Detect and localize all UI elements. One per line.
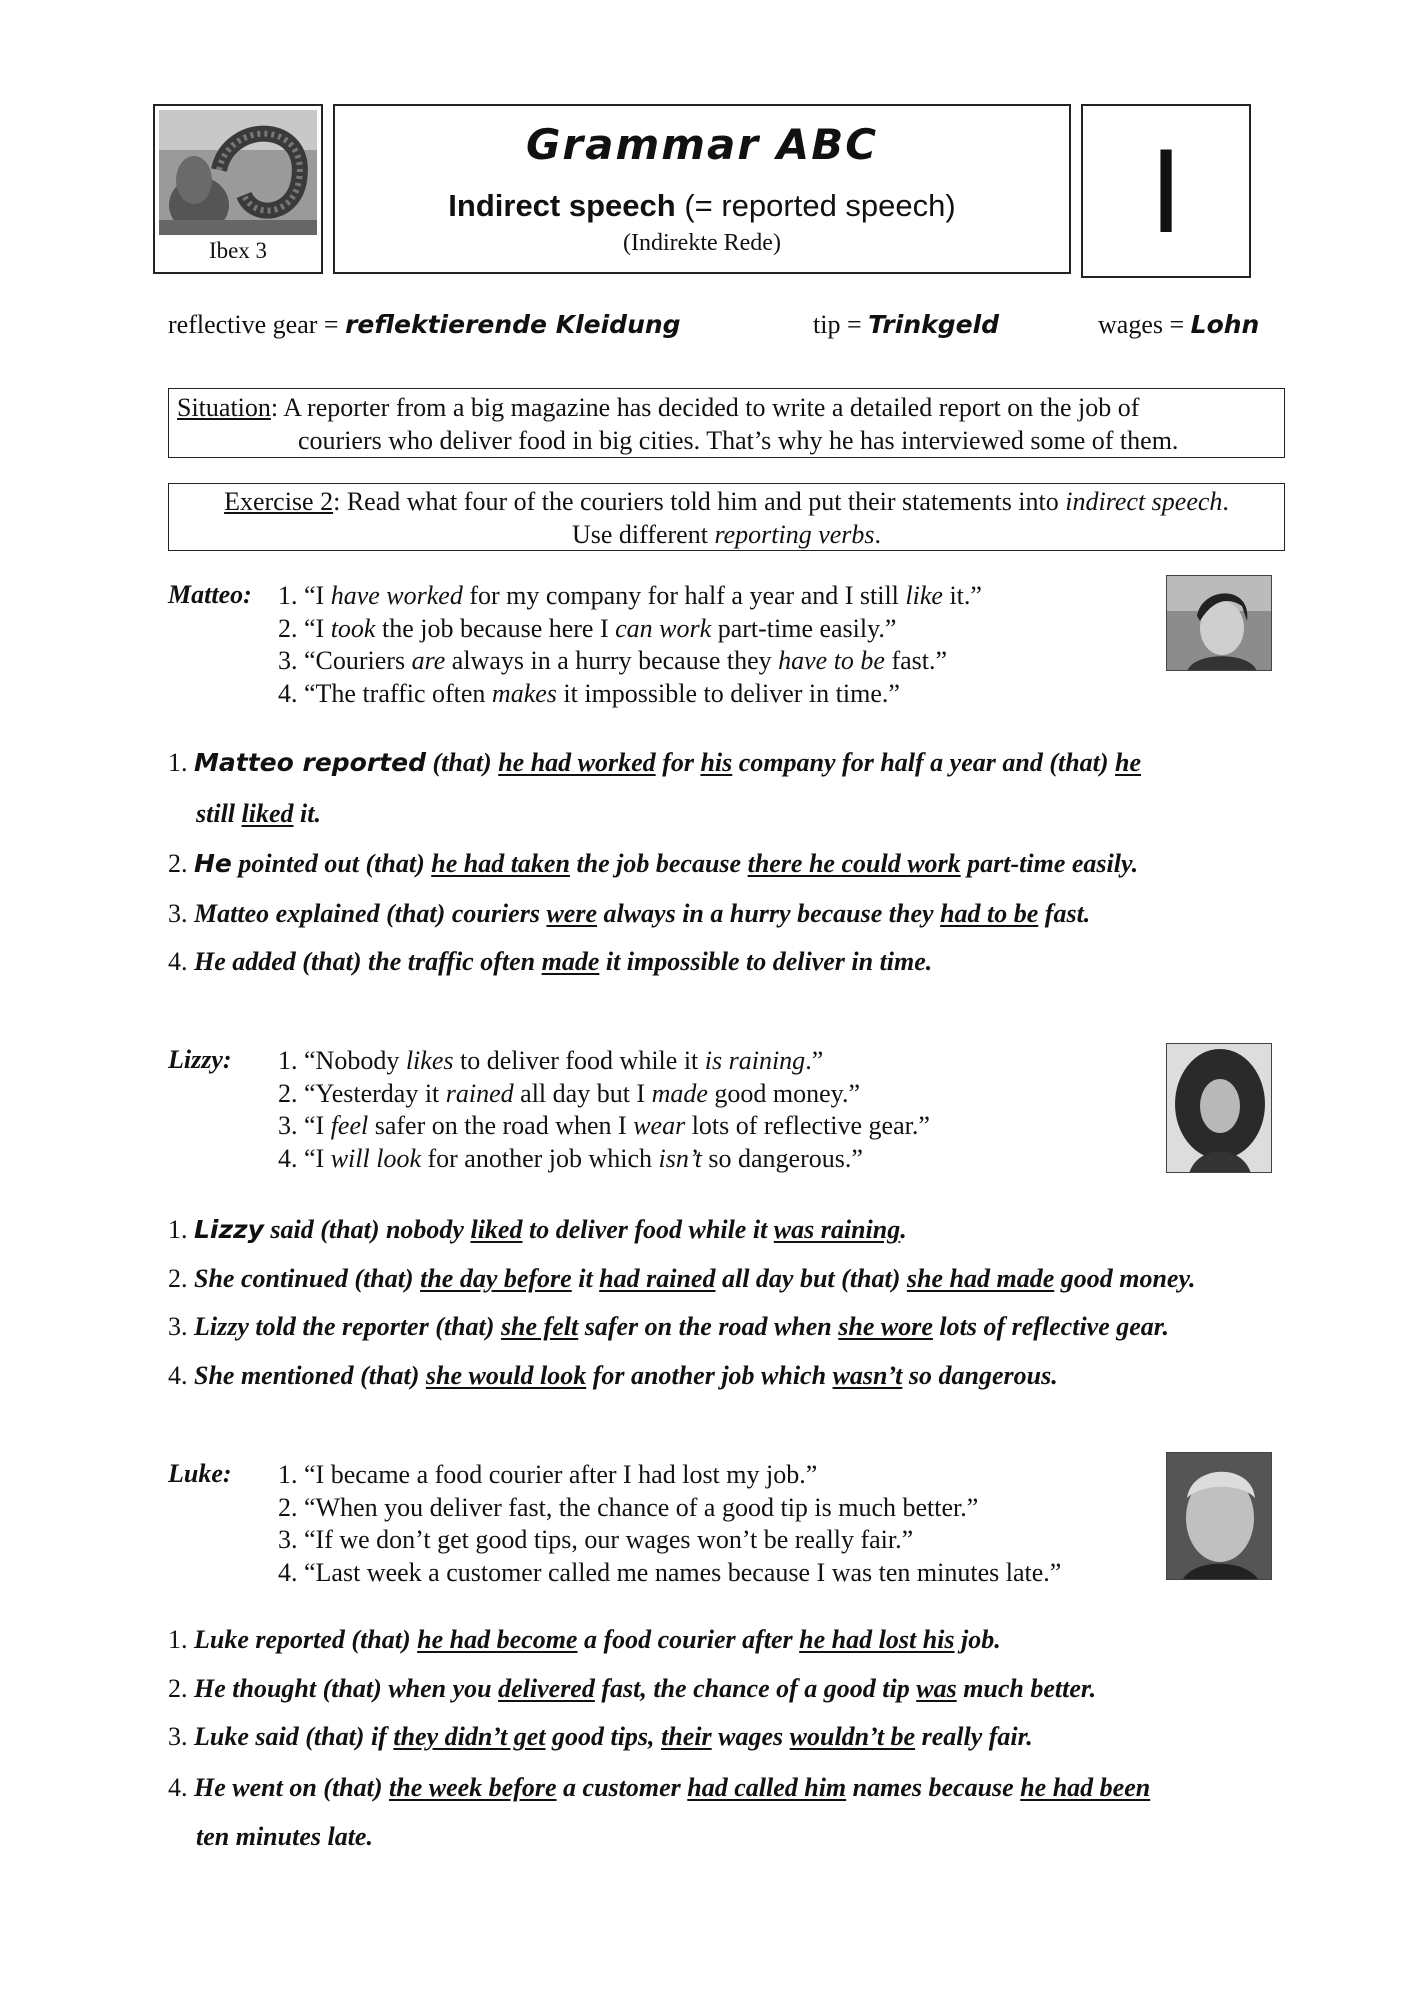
- quote-line: 1. “I became a food courier after I had lost my job.”: [278, 1460, 818, 1489]
- page-subtitle: Indirect speech (= reported speech): [448, 188, 956, 223]
- quotes-luke: [278, 1459, 1061, 1589]
- answer-lizzy-4: 4. She mentioned (that) she would look for another job which wasn’t so dangerous.: [168, 1361, 1058, 1390]
- quotes-lizzy: [278, 1045, 930, 1175]
- answer-matteo-4: 4. He added (that) the traffic often made it impossible to deliver in time.: [168, 947, 933, 976]
- photo-luke: [1166, 1452, 1272, 1580]
- vocab-item-wages: wages = Lohn: [1098, 310, 1260, 339]
- vocab-item-tip: tip = Trinkgeld: [813, 310, 1000, 339]
- quote-line: 4. “The traffic often makes it impossible to deliver in time.”: [278, 678, 900, 708]
- quotes-matteo: [278, 580, 982, 710]
- section-letter: I: [1149, 124, 1183, 258]
- photo-lizzy: [1166, 1043, 1272, 1173]
- vocab-item-reflective-gear: reflective gear = reflektierende Kleidung: [168, 310, 681, 339]
- photo-matteo: [1166, 575, 1272, 671]
- exercise-box: Exercise 2: Read what four of the couriers told him and put their statements into indirect speech. Use different reporting verbs.: [168, 483, 1285, 551]
- quote-line: 4. “I will look for another job which isn’t so dangerous.”: [278, 1143, 863, 1173]
- quote-line: 3. “If we don’t get good tips, our wages won’t be really fair.”: [278, 1525, 914, 1554]
- quote-line: 3. “I feel safer on the road when I wear lots of reflective gear.”: [278, 1111, 930, 1140]
- answer-matteo-3: 3. Matteo explained (that) couriers were always in a hurry because they had to be fast.: [168, 899, 1091, 928]
- letter-box: [1081, 104, 1251, 278]
- situation-box: Situation: A reporter from a big magazine has decided to write a detailed report on the job of couriers who deliver food in big cities. That’s why he has interviewed some of them.: [168, 388, 1285, 458]
- answer-luke-2: 2. He thought (that) when you delivered fast, the chance of a good tip was much better.: [168, 1674, 1097, 1703]
- answer-luke-4b: ten minutes late.: [196, 1822, 373, 1851]
- answer-matteo-2: 2. He pointed out (that) he had taken the job because there he could work part-time easily.: [168, 849, 1139, 878]
- speaker-lizzy: Lizzy:: [168, 1045, 232, 1074]
- header-image-box: [153, 104, 323, 274]
- quote-line: 1. “Nobody likes to deliver food while it is raining.”: [278, 1046, 824, 1075]
- quote-line: 3. “Couriers are always in a hurry because they have to be fast.”: [278, 646, 948, 675]
- page-title: Grammar ABC: [525, 120, 879, 169]
- page-subtitle-german: (Indirekte Rede): [623, 230, 781, 256]
- answer-lizzy-3: 3. Lizzy told the reporter (that) she felt safer on the road when she wore lots of reflective gear.: [168, 1312, 1169, 1341]
- quote-line: 2. “When you deliver fast, the chance of a good tip is much better.”: [278, 1492, 979, 1522]
- quote-line: 4. “Last week a customer called me names because I was ten minutes late.”: [278, 1557, 1062, 1587]
- answer-luke-4a: 4. He went on (that) the week before a customer had called him names because he had been: [168, 1773, 1151, 1802]
- title-box: [333, 104, 1071, 274]
- quote-line: 1. “I have worked for my company for half a year and I still like it.”: [278, 581, 982, 610]
- answer-lizzy-2: 2. She continued (that) the day before it had rained all day but (that) she had made good money.: [168, 1264, 1196, 1293]
- answer-matteo-1b: still liked it.: [196, 799, 321, 828]
- ibex-image: [159, 110, 317, 235]
- quote-line: 2. “I took the job because here I can work part-time easily.”: [278, 613, 897, 643]
- answer-luke-1: 1. Luke reported (that) he had become a food courier after he had lost his job.: [168, 1625, 1001, 1654]
- answer-matteo-1a: 1. Matteo reported (that) he had worked for his company for half a year and (that) he: [168, 748, 1142, 777]
- speaker-matteo: Matteo:: [168, 580, 252, 609]
- quote-line: 2. “Yesterday it rained all day but I made good money.”: [278, 1078, 861, 1108]
- image-caption: Ibex 3: [208, 238, 268, 263]
- answer-lizzy-1: 1. Lizzy said (that) nobody liked to deliver food while it was raining.: [168, 1215, 907, 1244]
- speaker-luke: Luke:: [168, 1459, 232, 1488]
- answer-luke-3: 3. Luke said (that) if they didn’t get good tips, their wages wouldn’t be really fair.: [168, 1722, 1033, 1751]
